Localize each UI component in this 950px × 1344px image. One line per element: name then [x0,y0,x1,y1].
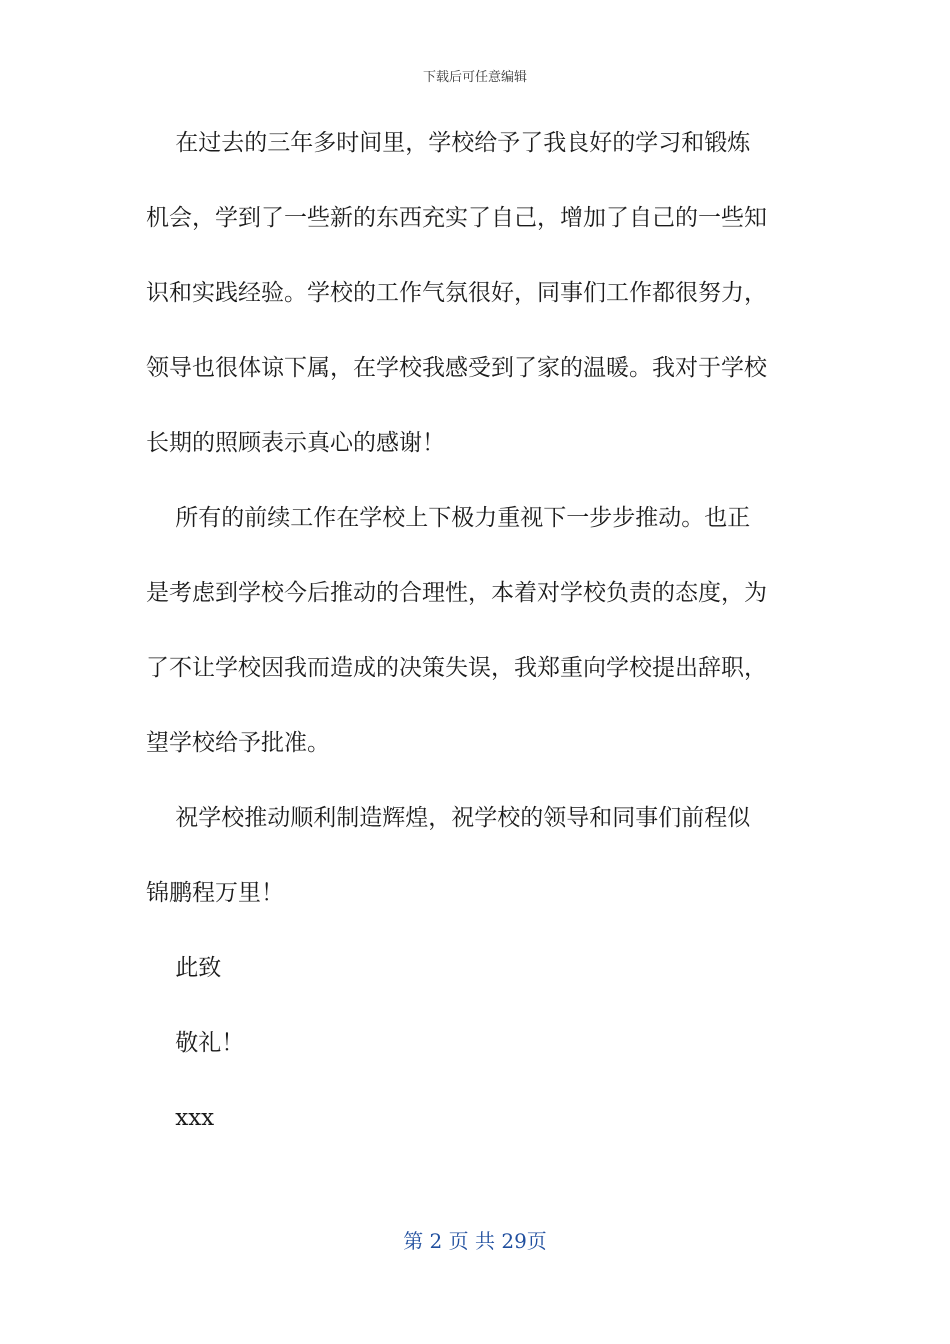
body-line: 望学校给予批准。 [146,730,330,756]
signature: xxx [146,1105,215,1131]
body-line: 识和实践经验。学校的工作气氛很好，同事们工作都很努力， [146,280,767,306]
page-header-note: 下载后可任意编辑 [422,70,527,85]
closing-regards: 敬礼！ [146,1030,245,1056]
body-line: 祝学校推动顺利制造辉煌，祝学校的领导和同事们前程似 [146,805,751,831]
page-number: 第 2 页 共 29页 [403,1229,547,1253]
body-line: 机会，学到了一些新的东西充实了自己，增加了自己的一些知 [146,205,767,231]
body-line: 锦鹏程万里！ [146,880,284,906]
body-line: 是考虑到学校今后推动的合理性，本着对学校负责的态度，为 [146,580,767,606]
body-line: 所有的前续工作在学校上下极力重视下一步步推动。也正 [146,505,751,531]
body-line: 了不让学校因我而造成的决策失误，我郑重向学校提出辞职， [146,655,767,681]
body-line: 长期的照顾表示真心的感谢！ [146,430,445,456]
closing-salutation: 此致 [146,955,222,981]
body-line: 领导也很体谅下属，在学校我感受到了家的温暖。我对于学校 [146,355,767,381]
body-line: 在过去的三年多时间里，学校给予了我良好的学习和锻炼 [146,130,751,156]
